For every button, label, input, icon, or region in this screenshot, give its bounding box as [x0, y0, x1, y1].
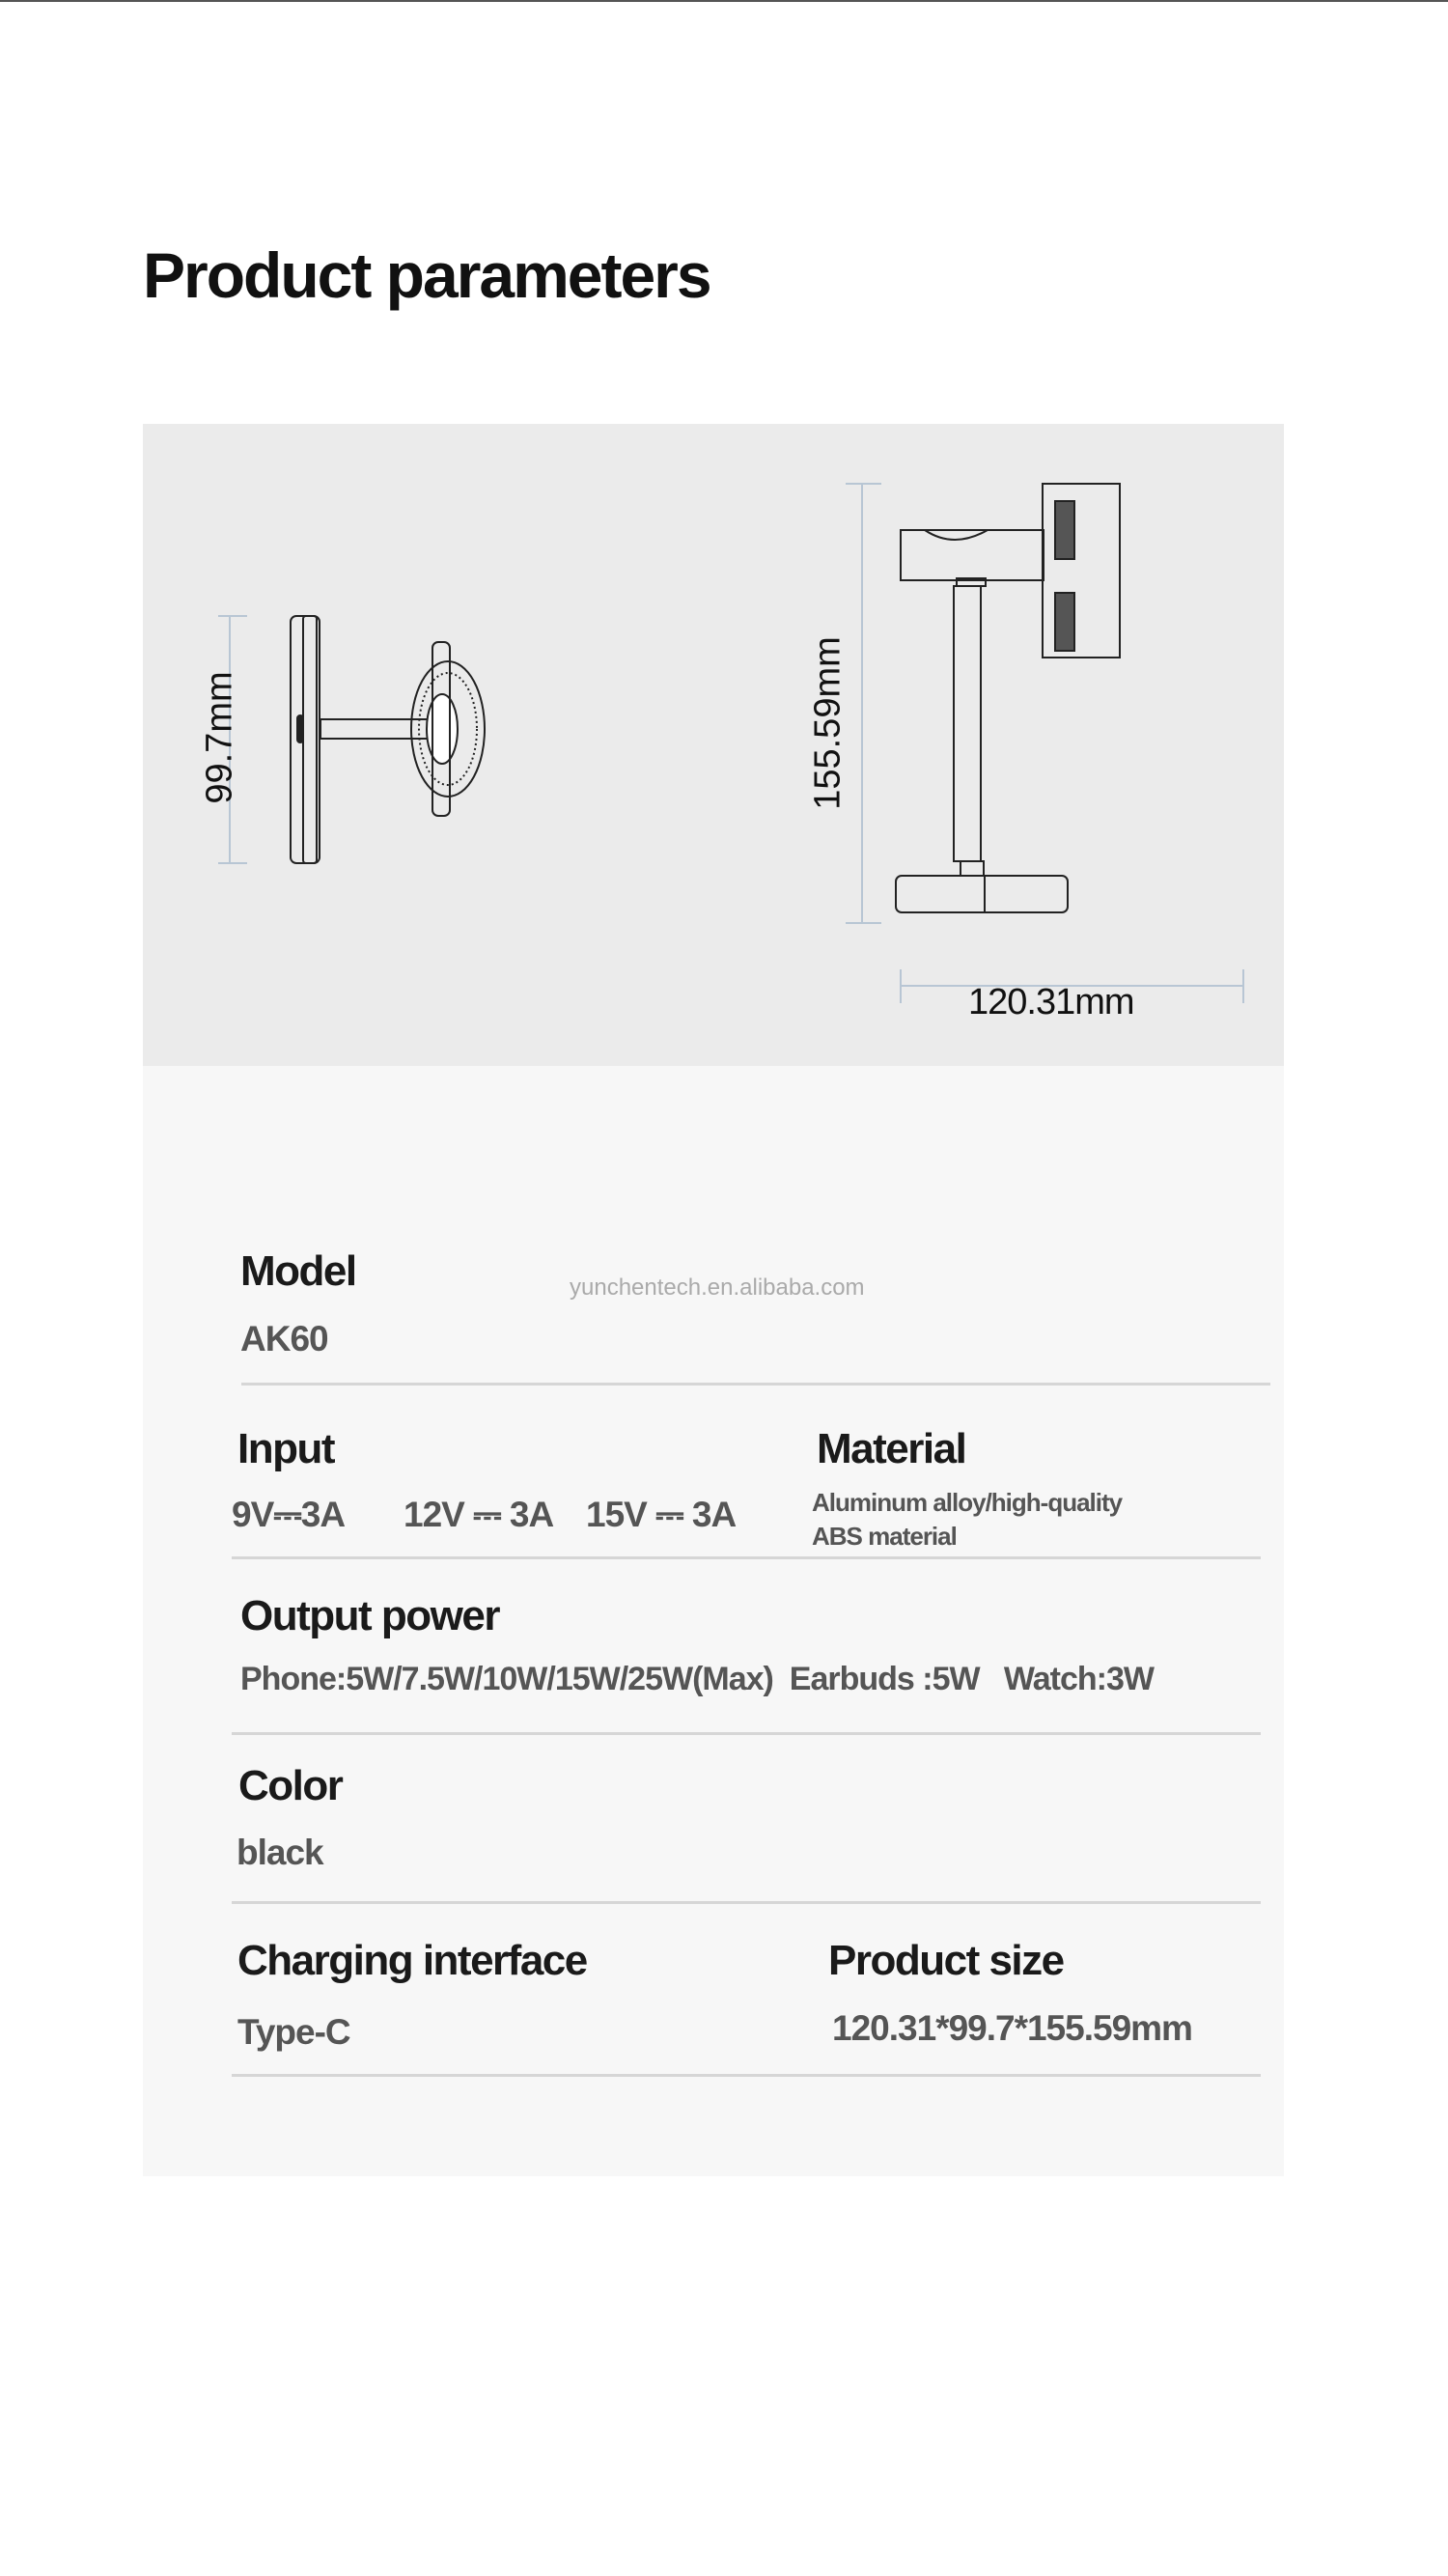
output-power-value: Phone:5W/7.5W/10W/15W/25W(Max) Earbuds :5W Watch:3W — [240, 1661, 1154, 1697]
material-label: Material — [817, 1425, 966, 1472]
product-size-value: 120.31*99.7*155.59mm — [832, 2008, 1192, 2048]
divider — [232, 1556, 1261, 1559]
output-power-label: Output power — [240, 1592, 499, 1639]
product-drawing — [143, 424, 1284, 1066]
input-value-15v: 15V ⎓ 3A — [586, 1495, 737, 1534]
material-value-line2: ABS material — [812, 1522, 957, 1551]
input-value-9v: 9V⎓3A — [232, 1495, 346, 1534]
front-view-drawing — [896, 484, 1120, 912]
page-title: Product parameters — [143, 239, 710, 311]
side-view-drawing — [291, 616, 485, 863]
divider — [232, 2074, 1261, 2077]
input-value-12v: 12V ⎓ 3A — [404, 1495, 554, 1534]
model-value: AK60 — [240, 1319, 328, 1358]
charging-interface-label: Charging interface — [237, 1937, 587, 1984]
watermark: yunchentech.en.alibaba.com — [570, 1274, 865, 1301]
height-left-label: 99.7mm — [199, 671, 240, 804]
model-label: Model — [240, 1247, 356, 1295]
dimension-diagram — [143, 424, 1284, 1066]
charging-interface-value: Type-C — [237, 2012, 350, 2052]
divider — [232, 1732, 1261, 1735]
input-label: Input — [237, 1425, 335, 1472]
width-label: 120.31mm — [968, 982, 1134, 1022]
divider — [232, 1901, 1261, 1904]
color-label: Color — [238, 1762, 343, 1809]
dimension-line-height-right — [846, 484, 881, 923]
height-right-label: 155.59mm — [807, 636, 849, 810]
color-value: black — [237, 1833, 323, 1872]
divider — [241, 1383, 1270, 1386]
material-value-line1: Aluminum alloy/high-quality — [812, 1488, 1123, 1517]
product-size-label: Product size — [828, 1937, 1064, 1984]
